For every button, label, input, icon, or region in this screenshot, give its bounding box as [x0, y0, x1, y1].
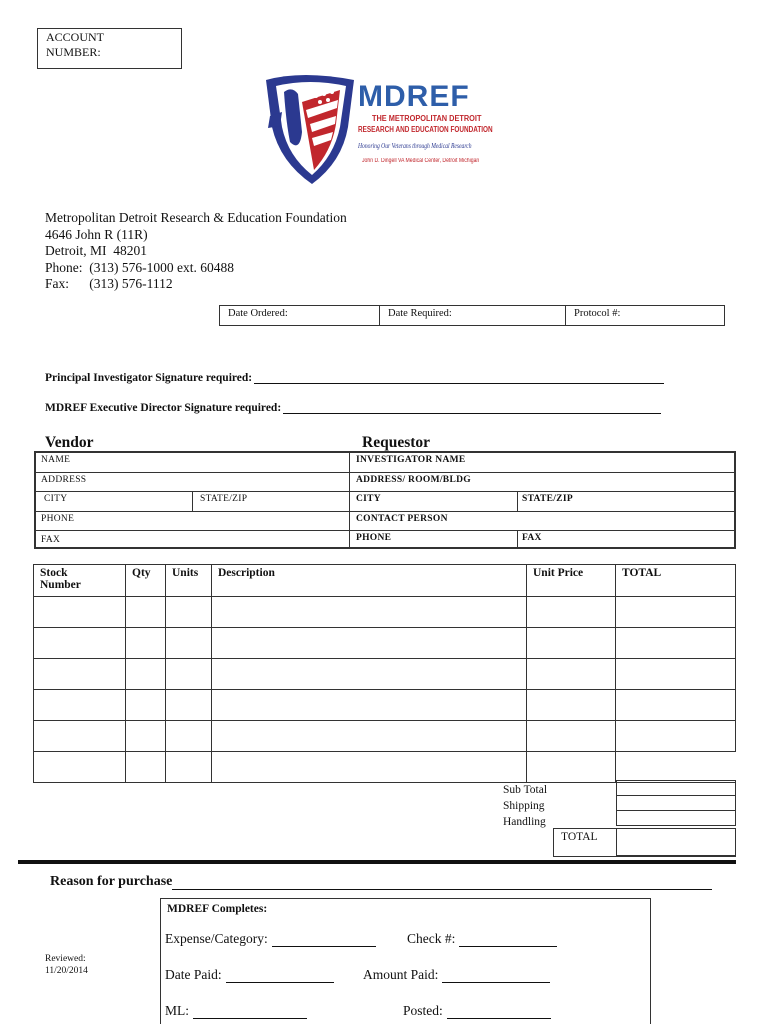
table-row[interactable] [34, 690, 736, 721]
qty-header: Qty [126, 565, 166, 597]
requestor-phone-label[interactable]: PHONE [356, 533, 392, 543]
stock-number-header: Stock Number [34, 565, 126, 597]
table-row[interactable] [34, 597, 736, 628]
table-row [36, 473, 734, 493]
table-divider [192, 492, 193, 511]
vendor-state-zip-label[interactable]: STATE/ZIP [200, 494, 248, 504]
description-header: Description [212, 565, 527, 597]
vendor-fax-label[interactable]: FAX [41, 535, 61, 545]
items-table [33, 564, 736, 783]
pi-signature-label: Principal Investigator Signature required: [45, 372, 253, 384]
date-ordered-field[interactable] [220, 306, 380, 325]
reason-label: Reason for purchase [50, 874, 173, 889]
protocol-label: Protocol #: [574, 308, 621, 319]
mdref-logo [262, 72, 512, 187]
vendor-phone-label[interactable]: PHONE [41, 513, 75, 524]
table-row[interactable] [34, 721, 736, 752]
director-signature-label: MDREF Executive Director Signature required: [45, 402, 282, 414]
logo-tagline: Honoring Our Veterans through Medical Research [358, 142, 472, 150]
account-number-box[interactable] [37, 28, 182, 69]
investigator-name-label[interactable]: INVESTIGATOR NAME [356, 455, 466, 465]
pi-signature-blank[interactable] [254, 373, 664, 384]
requestor-address-label[interactable]: ADDRESS/ ROOM/BLDG [356, 474, 471, 485]
logo-subline: John D. Dingell VA Medical Center, Detroit Michigan [362, 158, 480, 164]
vendor-requestor-table [34, 451, 736, 549]
sub-total-field[interactable] [616, 780, 736, 796]
items-header-row [34, 565, 736, 597]
section-divider [18, 860, 736, 864]
vendor-title: Vendor [45, 434, 94, 451]
unit-price-header: Unit Price [527, 565, 616, 597]
reviewed-note [45, 954, 88, 977]
phone-line: Phone: (313) 576-1000 ext. 60488 [45, 259, 234, 275]
amount-paid-field[interactable]: Amount Paid: [363, 967, 550, 983]
shipping-field[interactable] [616, 795, 736, 811]
table-row [36, 453, 734, 473]
account-label-line2: NUMBER: [46, 45, 101, 59]
dates-box [219, 305, 725, 326]
contact-person-label[interactable]: CONTACT PERSON [356, 513, 448, 524]
table-row[interactable] [34, 659, 736, 690]
check-number-field[interactable]: Check #: [407, 931, 557, 947]
handling-field[interactable] [616, 810, 736, 826]
table-row[interactable] [34, 752, 736, 783]
requestor-state-zip-label[interactable]: STATE/ZIP [522, 494, 573, 504]
expense-category-field[interactable]: Expense/Category: [165, 931, 376, 947]
street: 4646 John R (11R) [45, 226, 148, 242]
director-signature-blank[interactable] [283, 403, 661, 414]
ml-field[interactable]: ML: [165, 1003, 307, 1019]
table-row [36, 531, 734, 549]
logo-title: MDREF [358, 80, 470, 113]
grand-total-field[interactable] [616, 828, 736, 857]
date-required-label: Date Required: [388, 308, 452, 319]
sub-total-label: Sub Total [503, 784, 548, 796]
requestor-city-label[interactable]: CITY [356, 494, 381, 504]
vendor-city-label[interactable]: CITY [44, 494, 68, 504]
date-required-field[interactable] [380, 306, 566, 325]
director-signature-line[interactable] [45, 402, 661, 414]
completes-title: MDREF Completes: [167, 903, 268, 915]
totals-boxes [616, 781, 736, 826]
totals-labels [503, 782, 547, 830]
grand-total-label: TOTAL [553, 828, 617, 857]
org-name: Metropolitan Detroit Research & Education Foundation [45, 210, 347, 225]
shipping-label: Shipping [503, 800, 545, 812]
total-header: TOTAL [616, 565, 736, 597]
table-row [36, 512, 734, 532]
posted-field[interactable]: Posted: [403, 1003, 551, 1019]
handling-label: Handling [503, 816, 546, 828]
logo-line1: THE METROPOLITAN DETROIT [372, 114, 482, 123]
table-divider [517, 492, 518, 511]
account-label-line1: ACCOUNT [46, 30, 105, 44]
date-paid-field[interactable]: Date Paid: [165, 967, 334, 983]
requestor-fax-label[interactable]: FAX [522, 533, 542, 543]
reviewed-date: 11/20/2014 [45, 965, 88, 976]
city-line: Detroit, MI 48201 [45, 243, 147, 258]
vendor-name-label[interactable]: NAME [41, 455, 71, 465]
pi-signature-line[interactable] [45, 372, 664, 384]
requestor-title: Requestor [362, 434, 431, 451]
vendor-address-label[interactable]: ADDRESS [41, 474, 87, 485]
fax-line: Fax: (313) 576-1112 [45, 276, 173, 291]
units-header: Units [166, 565, 212, 597]
table-row[interactable] [34, 628, 736, 659]
logo-line2: RESEARCH AND EDUCATION FOUNDATION [358, 125, 493, 134]
table-divider [517, 531, 518, 549]
reviewed-label: Reviewed: [45, 954, 86, 964]
reason-blank[interactable] [172, 876, 712, 890]
protocol-field[interactable] [566, 306, 724, 325]
reason-for-purchase-line[interactable] [50, 874, 712, 890]
foundation-address [45, 210, 347, 293]
table-row [36, 492, 734, 512]
date-ordered-label: Date Ordered: [228, 308, 288, 319]
mdref-completes-box [160, 898, 651, 1024]
